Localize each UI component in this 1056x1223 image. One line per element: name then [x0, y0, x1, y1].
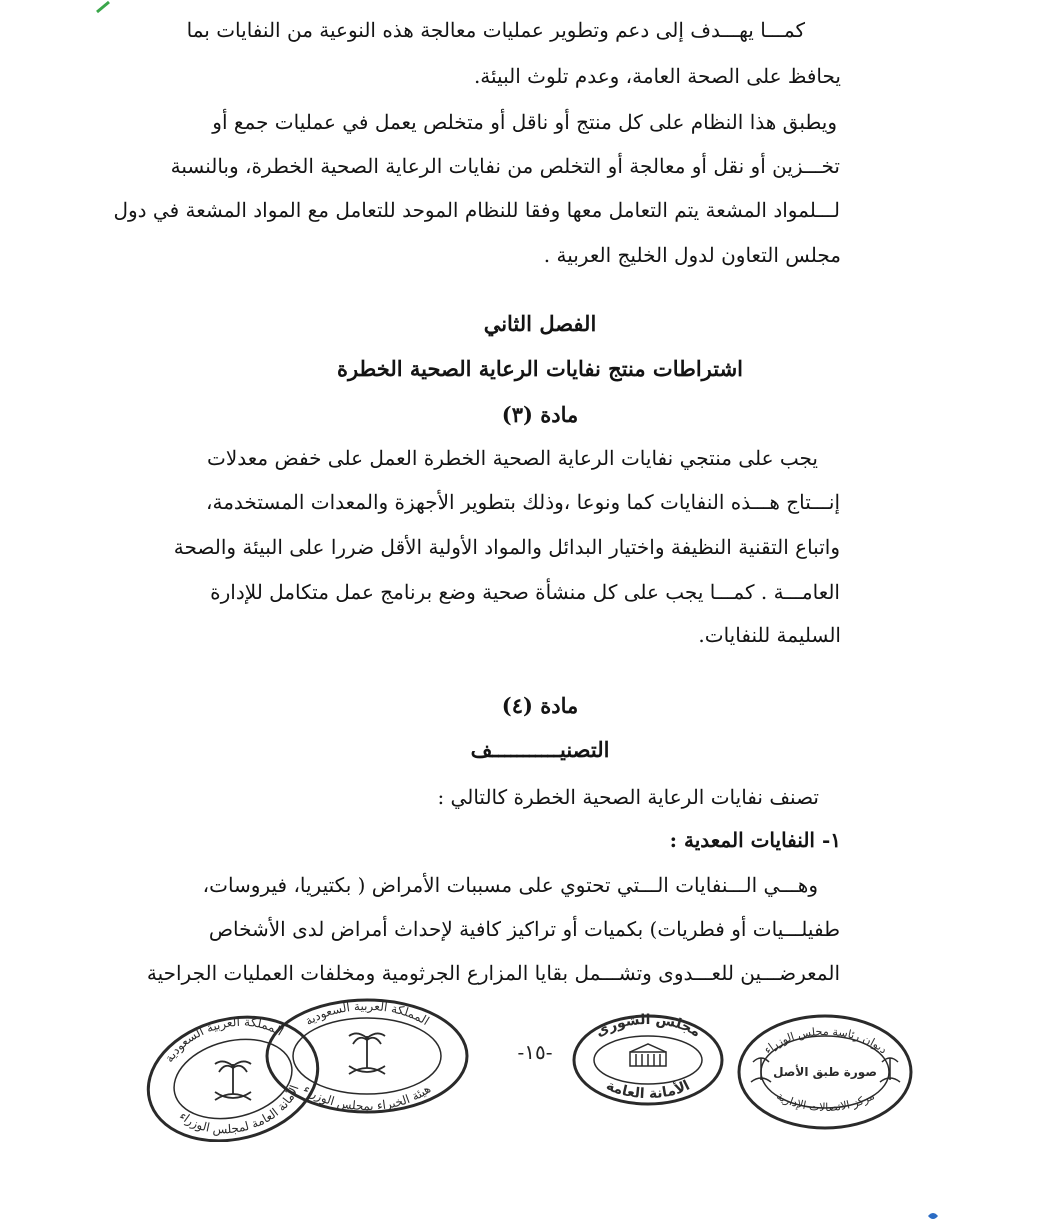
article2-line-5: لـــلمواد المشعة يتم التعامل معها وفقا للنظام الموحد للتعامل مع المواد المشعة في دول: [113, 198, 840, 222]
svg-text:صورة طبق الأصل: صورة طبق الأصل: [773, 1065, 877, 1079]
palm-swords-emblem-icon: [349, 1033, 385, 1074]
article4-subheading: التصنيـــــــــــف: [470, 737, 610, 762]
article3-heading: مادة (٣): [501, 402, 579, 427]
svg-text:مجلس الشورى: مجلس الشورى: [592, 1011, 704, 1041]
article3-line-2: إنـــتاج هـــذه النفايات كما ونوعا ،وذلك بتطوير الأجهزة والمعدات المستخدمة،: [206, 490, 840, 514]
article2-line-1: كمـــا يهـــدف إلى دعم وتطوير عمليات معالجة هذه النوعية من النفايات بما: [186, 18, 805, 42]
article4-item1-line-2: طفيلـــيات أو فطريات) بكميات أو تراكيز كافية لإحداث أمراض لدى الأشخاص: [208, 917, 840, 941]
article3-line-4: العامـــة . كمـــا يجب على كل منشأة صحية وضع برنامج عمل متكامل للإدارة: [210, 580, 840, 604]
chapter-title: الفصل الثاني: [483, 311, 597, 336]
article3-line-3: واتباع التقنية النظيفة واختيار البدائل والمواد الأولية الأقل ضررا على البيئة والصحة: [173, 535, 840, 559]
article4-item1-title: ١- النفايات المعدية :: [669, 828, 841, 852]
article2-line-6: مجلس التعاون لدول الخليج العربية .: [543, 243, 841, 267]
palm-swords-emblem-icon: [215, 1061, 251, 1100]
svg-text:الأمانة العامة: الأمانة العامة: [603, 1077, 693, 1103]
svg-text:المملكة العربية السعودية: المملكة العربية السعودية: [302, 998, 432, 1029]
blue-corner-mark: [926, 1210, 940, 1222]
chapter-subtitle: اشتراطات منتج نفايات الرعاية الصحية الخطرة: [336, 356, 744, 381]
article2-line-3: ويطبق هذا النظام على كل منتج أو ناقل أو متخلص يعمل في عمليات جمع أو: [212, 110, 837, 134]
bureau-of-experts-seal: [262, 996, 472, 1116]
cabinet-office-seal: [733, 1010, 918, 1135]
svg-text:هيئة الخبراء بمجلس الوزراء: هيئة الخبراء بمجلس الوزراء: [300, 1081, 434, 1114]
svg-text:المملكة العربية السعودية: المملكة العربية السعودية: [161, 1014, 286, 1065]
svg-text:مركز الاتصالات الإدارية: مركز الاتصالات الإدارية: [774, 1089, 877, 1114]
article3-line-1: يجب على منتجي نفايات الرعاية الصحية الخطرة العمل على خفض معدلات: [207, 446, 818, 470]
svg-text:الأمانة العامة لمجلس الوزراء: الأمانة العامة لمجلس الوزراء: [176, 1083, 302, 1137]
article2-line-2: يحافظ على الصحة العامة، وعدم تلوث البيئة.: [473, 64, 841, 88]
article4-item1-line-1: وهـــي الـــنفايات الـــتي تحتوي على مسببات الأمراض ( بكتيريا، فيروسات،: [202, 873, 818, 897]
page-number: -١٥-: [517, 1040, 553, 1064]
article3-line-5: السليمة للنفايات.: [698, 623, 841, 647]
article4-intro: تصنف نفايات الرعاية الصحية الخطرة كالتالي :: [437, 785, 819, 809]
building-emblem-icon: [630, 1044, 666, 1066]
article4-item1-line-3: المعرضـــين للعـــدوى وتشـــمل بقايا المزارع الجرثومية ومخلفات العمليات الجراحية: [146, 961, 840, 985]
svg-text:ديوان رئاسة مجلس الوزراء: ديوان رئاسة مجلس الوزراء: [761, 1025, 890, 1057]
shura-council-seal: [568, 1010, 728, 1110]
article4-heading: مادة (٤): [501, 693, 579, 718]
green-corner-mark: [95, 0, 111, 14]
article2-line-4: تخـــزين أو نقل أو معالجة أو التخلص من نفايات الرعاية الصحية الخطرة، وبالنسبة: [170, 154, 840, 178]
